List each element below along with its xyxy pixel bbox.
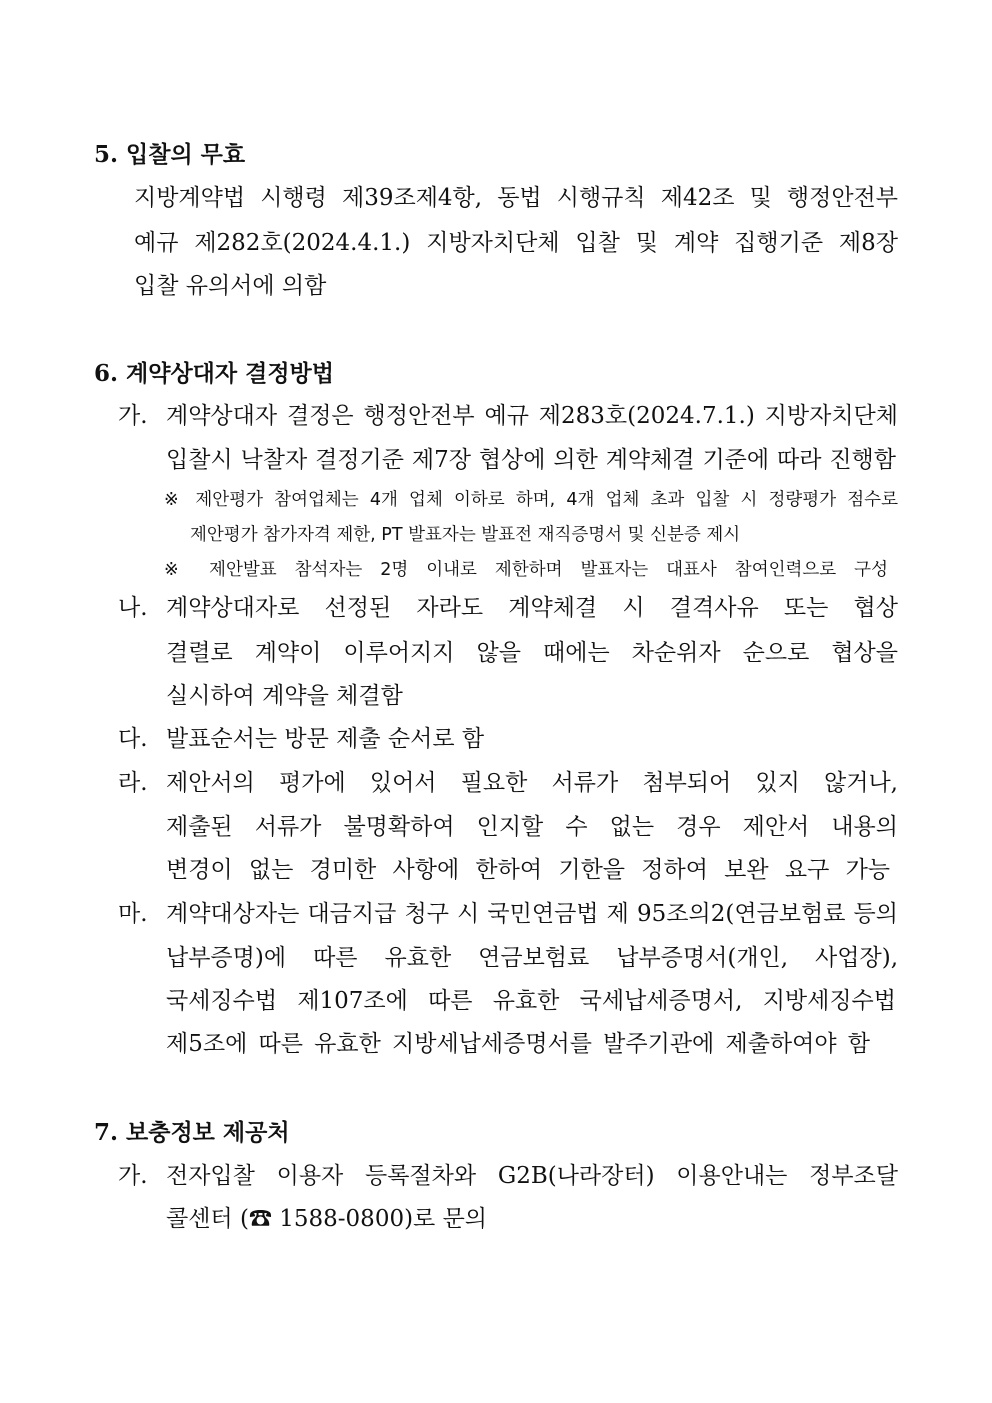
item-na-line-3: 실시하여 계약을 체결함	[166, 683, 403, 709]
item-ma-line-1: 계약대상자는 대금지급 청구 시 국민연금법 제 95조의2(연금보험료 등의	[166, 901, 898, 927]
item-label-da: 다.	[118, 726, 148, 752]
item-na-line-1: 계약상대자로 선정된 자라도 계약체결 시 결격사유 또는 협상	[166, 595, 898, 621]
item-label-na: 나.	[118, 595, 148, 621]
item-label-ra: 라.	[118, 770, 148, 796]
item-da-line-1: 발표순서는 방문 제출 순서로 함	[166, 726, 485, 752]
item-ra-line-2: 제출된 서류가 불명확하여 인지할 수 없는 경우 제안서 내용의	[166, 814, 898, 840]
section-5-line-2: 예규 제282호(2024.4.1.) 지방자치단체 입찰 및 계약 집행기준 제8장	[134, 230, 898, 256]
item-label-ga-7: 가.	[118, 1163, 148, 1189]
item-ga-line-1: 계약상대자 결정은 행정안전부 예규 제283호(2024.7.1.) 지방자치단체	[166, 403, 898, 429]
note-2: ※ 제안발표 참석자는 2명 이내로 제한하며 발표자는 대표사 참여인력으로 구성	[164, 560, 888, 580]
note-1-line-1: ※ 제안평가 참여업체는 4개 업체 이하로 하며, 4개 업체 초과 입찰 시 정량평가 점수로	[164, 490, 898, 510]
section-5-line-3: 입찰 유의서에 의함	[134, 273, 327, 299]
note-1-line-2: 제안평가 참가자격 제한, PT 발표자는 발표전 재직증명서 및 신분증 제시	[190, 525, 741, 545]
item-ra-line-3: 변경이 없는 경미한 사항에 한하여 기한을 정하여 보완 요구 가능	[166, 857, 890, 883]
item-ra-line-1: 제안서의 평가에 있어서 필요한 서류가 첨부되어 있지 않거나,	[166, 770, 898, 796]
item-ma-line-3: 국세징수법 제107조에 따른 유효한 국세납세증명서, 지방세징수법	[166, 988, 896, 1014]
item-label-ma: 마.	[118, 901, 148, 927]
item-ma-line-2: 납부증명)에 따른 유효한 연금보험료 납부증명서(개인, 사업장),	[166, 945, 898, 971]
section-heading-6: 6. 계약상대자 결정방법	[94, 360, 334, 387]
item-ma-line-4: 제5조에 따른 유효한 지방세납세증명서를 발주기관에 제출하여야 함	[166, 1031, 870, 1057]
item-label-ga: 가.	[118, 403, 148, 429]
section-heading-5: 5. 입찰의 무효	[94, 141, 246, 168]
section-7-item-ga-line-1: 전자입찰 이용자 등록절차와 G2B(나라장터) 이용안내는 정부조달	[166, 1163, 898, 1189]
item-ga-line-2: 입찰시 낙찰자 결정기준 제7장 협상에 의한 계약체결 기준에 따라 진행함	[166, 447, 896, 473]
section-heading-7: 7. 보충정보 제공처	[94, 1119, 290, 1146]
item-na-line-2: 결렬로 계약이 이루어지지 않을 때에는 차순위자 순으로 협상을	[166, 640, 898, 666]
section-5-line-1: 지방계약법 시행령 제39조제4항, 동법 시행규칙 제42조 및 행정안전부	[134, 185, 898, 211]
section-7-item-ga-line-2: 콜센터 (☎ 1588-0800)로 문의	[166, 1206, 488, 1232]
